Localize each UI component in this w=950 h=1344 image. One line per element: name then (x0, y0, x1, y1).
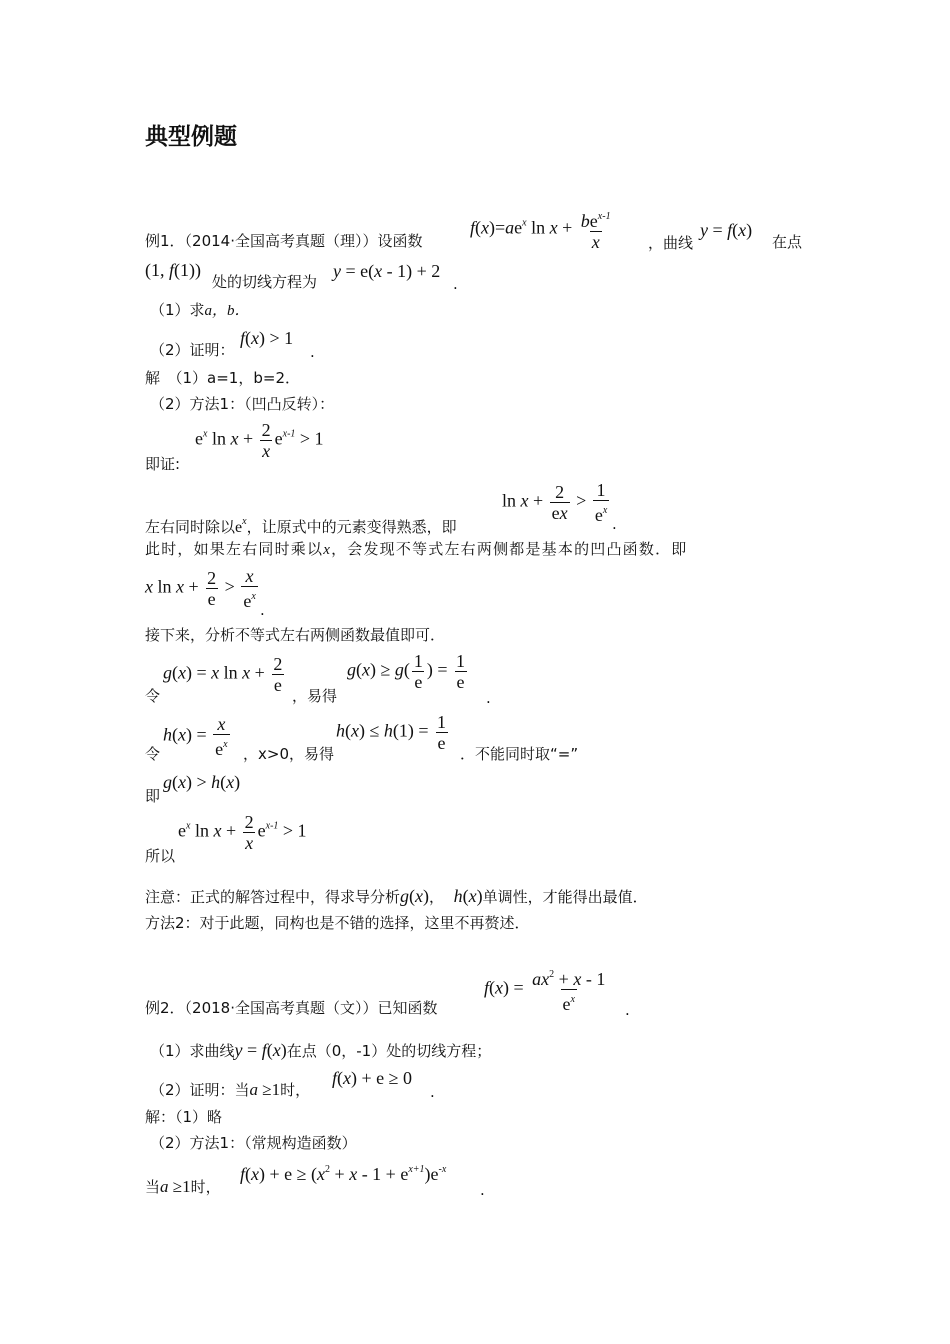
note-text: 注意：正式的解答过程中，得求导分析g(x)， h(x)单调性，才能得出最值． (145, 886, 648, 906)
formula-construct: $f(x) + e \ge (x^2 + x - 1 + e^{x+1})e^{-x}$ (240, 1164, 447, 1184)
divide-text: 左右同时除以$e^x$，让原式中的元素变得熟悉，即 (145, 516, 457, 536)
formula-multiplied: x ln x + $\frac{2}{e}$ > $\frac{x}{e^x}$ (145, 566, 256, 611)
question-1: （1）求a，b． (150, 301, 250, 319)
method-2-text: 方法2：对于此题，同构也是不错的选择，这里不再赘述． (145, 914, 530, 932)
solution-1: 解 （1）a=1，b=2． (145, 369, 300, 387)
formula-g-definition: g(x) = x ln x + $\frac{2}{e}$ (163, 654, 283, 695)
next-step-text: 接下来，分析不等式左右两侧函数最值即可． (145, 626, 446, 644)
example-1-statement: 例1．（2014·全国高考真题（理））设函数 (145, 232, 423, 250)
question-2-2: （2）证明：当a ≥1时， (150, 1080, 311, 1099)
question-2-1: （1）求曲线y = f(x)在点（0，-1）处的切线方程； (150, 1040, 492, 1060)
formula-tangent-line: y = e(x - 1) + 2 (333, 261, 441, 281)
method-1-title: （2）方法1：（凹凸反转）： (150, 395, 335, 413)
formula-f-definition: $f(x)=ae^x$ ln x + $\frac{be^{x-1}}{x}$ (470, 211, 611, 252)
formula-curve: y = f(x) (700, 220, 753, 240)
formula-divided: ln x + $\frac{2}{ex}$ > $\frac{1}{e^x}$ (502, 480, 608, 525)
formula-f2-definition: f(x) = $\frac{ax^2 + x - 1}{e^x}$ (484, 969, 606, 1014)
formula-g-greater-h: g(x) > h(x) (163, 772, 241, 792)
x-positive-text: ，x>0，易得 (243, 745, 334, 763)
when-a-text: 当a ≥1时， (145, 1177, 221, 1196)
formula-to-prove: $e^x$ ln x + $\frac{2}{x}$ $e^{x-1} > 1$ (195, 420, 324, 461)
formula-point: (1, f(1)) (145, 260, 201, 280)
example-2-statement: 例2．（2018·全国高考真题（文））已知函数 (145, 999, 438, 1017)
method-2-1-title: （2）方法1：（常规构造函数） (150, 1134, 357, 1152)
question-2: （2）证明： (150, 341, 235, 359)
formula-h-maximum: h(x) ≤ h(1) = $\frac{1}{e}$ (336, 712, 447, 753)
formula-f2-inequality: f(x) + e ≥ 0 (332, 1068, 413, 1088)
formula-h-definition: h(x) = $\frac{x}{e^x}$ (163, 714, 228, 759)
multiply-text: 此时，如果左右同时乘以x，会发现不等式左右两侧都是基本的凹凸函数．即 (145, 540, 688, 558)
solution-2: 解：（1）略 (145, 1108, 223, 1126)
page-title: 典型例题 (145, 124, 237, 150)
formula-inequality: f(x) > 1 (240, 328, 294, 348)
formula-g-minimum: g(x) ≥ g( $\frac{1}{e}$ ) = $\frac{1}{e}$ (347, 651, 466, 692)
formula-conclusion: $e^x$ ln x + $\frac{2}{x}$ $e^{x-1} > 1$ (178, 812, 307, 853)
